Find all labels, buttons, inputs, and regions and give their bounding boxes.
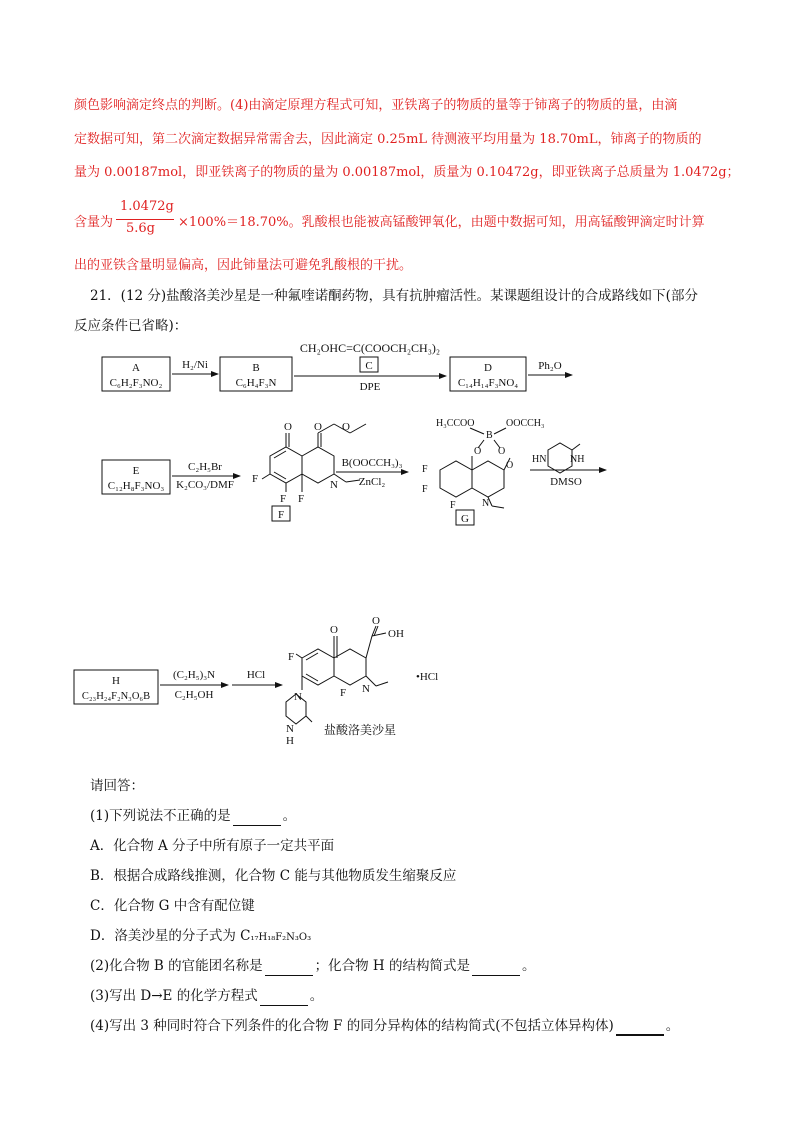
F-atom-O2: O (314, 421, 322, 433)
product-atom-OH: OH (388, 628, 404, 640)
label-G: G (461, 513, 469, 525)
analysis-line-1: 颜色影响滴定终点的判断。(4)由滴定原理方程式可知，亚铁离子的物质的量等于铈离子的物质的量，由滴 (74, 98, 678, 113)
F-atom-N: N (330, 479, 338, 491)
synthesis-scheme (0, 330, 800, 770)
label-E: E (132, 465, 140, 477)
option-B: B．根据合成路线推测，化合物 C 能与其他物质发生缩聚反应 (90, 868, 457, 884)
reagent-2-bottom: DPE (359, 381, 381, 393)
answer-blank-2b[interactable] (472, 961, 520, 976)
product-hcl: •HCl (416, 671, 439, 683)
F-atom-F3: F (298, 493, 305, 505)
label-F: F (277, 509, 285, 521)
answer-blank-3[interactable] (260, 991, 308, 1006)
G-acetoxy-right: OOCCH₃ (506, 418, 545, 429)
analysis-line-5: 出的亚铁含量明显偏高，因此铈量法可避免乳酸根的干扰。 (74, 258, 413, 273)
question-1-text: (1)下列说法不正确的是 (90, 808, 231, 824)
analysis-line-4-suffix: 。乳酸根也能被高锰酸钾氧化，由题中数据可知，用高锰酸钾滴定时计算 (288, 215, 705, 230)
question-4 (90, 1016, 679, 1036)
analysis-line-3: 量为 0.00187mol，即亚铁离子的物质的量为 0.00187mol，质量为 0.10472g，即亚铁离子总质量为 1.0472g； (74, 165, 740, 180)
answer-blank-4[interactable] (616, 1020, 664, 1036)
G-atom-F2: F (422, 484, 428, 495)
formula-A: C₆H₂F₃NO₂ (109, 377, 163, 389)
reagent-7-top: (C₂H₅)₃N (172, 669, 216, 681)
question-3-end: 。 (309, 988, 324, 1004)
label-B: B (252, 362, 260, 374)
reagent-5-bottom: ZnCl₂ (358, 476, 386, 488)
piperazine-NH: NH (570, 454, 585, 465)
reagent-4-bottom: K₂CO₃/DMF (176, 479, 234, 491)
G-atom-F1: F (422, 464, 428, 475)
answer-prompt: 请回答： (90, 778, 144, 794)
reagent-5-top: B(OOCCH₃)₃ (341, 457, 403, 469)
reagent-7-bottom: C₂H₅OH (174, 689, 214, 701)
question-3 (90, 986, 323, 1006)
content-fraction (116, 199, 176, 241)
analysis-line-4-rest (178, 213, 705, 233)
F-atom-F1: F (252, 473, 259, 485)
product-atom-H: H (286, 735, 294, 747)
analysis-line-2: 定数据可知，第二次滴定数据异常需舍去，因此滴定 0.25mL 待测液平均用量为 18.70mL，铈离子的物质的 (74, 132, 702, 147)
product-atom-N1: N (362, 683, 370, 695)
option-C: C．化合物 G 中含有配位键 (90, 898, 255, 914)
content-label: 含量为 (74, 215, 114, 230)
question-intro-1: 21．(12 分)盐酸洛美沙星是一种氟喹诺酮药物，具有抗肿瘤活性。某课题组设计的合成路线如下(部分 (90, 288, 698, 304)
reagent-4-top: C₂H₅Br (188, 461, 222, 473)
G-atom-F3: F (450, 500, 456, 511)
product-name: 盐酸洛美沙星 (323, 723, 397, 737)
piperazine-HN: HN (532, 454, 547, 465)
product-atom-F2: F (340, 687, 347, 699)
reagent-2-top: CH₂OHC=C(COOCH₂CH₃)₂ (299, 341, 441, 355)
label-D: D (484, 362, 492, 374)
product-atom-N3: N (286, 723, 294, 735)
G-acetoxy-left: H₃CCOO (436, 418, 475, 429)
product-atom-N2: N (294, 691, 302, 703)
answer-blank-2a[interactable] (265, 961, 313, 976)
question-4-end: 。 (665, 1018, 680, 1034)
F-atom-O1: O (284, 421, 292, 433)
question-2-end: 。 (522, 958, 536, 974)
F-atom-F2: F (280, 493, 287, 505)
answer-blank-1[interactable] (233, 811, 281, 826)
formula-D: C₁₄H₁₄F₃NO₄ (457, 377, 519, 389)
question-4-text: (4)写出 3 种同时符合下列条件的化合物 F 的同分异构体的结构简式(不包括立体异构体) (90, 1018, 614, 1034)
option-D (90, 926, 311, 948)
structure-product (286, 626, 388, 724)
fraction-numerator: 1.0472g (120, 199, 174, 214)
F-atom-O3: O (342, 421, 350, 433)
question-2 (90, 956, 536, 976)
G-atom-O1: O (474, 446, 482, 457)
option-D-formula: ₁₇H₁₈F₂N₃O₃ (250, 932, 312, 943)
reagent-3: Ph₂O (538, 360, 562, 372)
fraction-bar (116, 219, 174, 220)
fraction-denominator: 5.6g (126, 221, 155, 236)
label-C: C (365, 360, 373, 372)
reagent-6-bottom: DMSO (550, 476, 582, 488)
formula-B: C₆H₄F₃N (235, 377, 277, 389)
question-3-text: (3)写出 D→E 的化学方程式 (90, 988, 258, 1004)
analysis-line-4 (74, 213, 113, 233)
label-H: H (112, 675, 120, 687)
reagent-8: HCl (246, 669, 266, 681)
question-1 (90, 806, 296, 826)
question-2b-text: ；化合物 H 的结构简式是 (314, 958, 470, 974)
fraction-result: ×100%＝18.70% (178, 215, 289, 230)
G-atom-B: B (486, 430, 493, 441)
structure-G (440, 428, 510, 508)
G-atom-O2: O (498, 446, 506, 457)
question-1-end: 。 (282, 808, 297, 824)
reagent-1: H₂/Ni (182, 359, 208, 371)
formula-E: C₁₂H₈F₃NO₃ (107, 480, 165, 492)
product-atom-O2: O (372, 615, 380, 627)
product-atom-F1: F (288, 651, 295, 663)
G-atom-N: N (482, 498, 490, 509)
product-atom-O1: O (330, 624, 338, 636)
formula-H: C₂₃H₂₄F₂N₃O₆B (81, 691, 151, 702)
option-A: A．化合物 A 分子中所有原子一定共平面 (90, 838, 335, 854)
G-atom-O3: O (506, 460, 514, 471)
question-2a-text: (2)化合物 B 的官能团名称是 (90, 958, 263, 974)
question-intro-2: 反应条件已省略)： (74, 318, 188, 334)
option-D-text: D．洛美沙星的分子式为 C (90, 928, 251, 944)
label-A: A (132, 362, 140, 374)
